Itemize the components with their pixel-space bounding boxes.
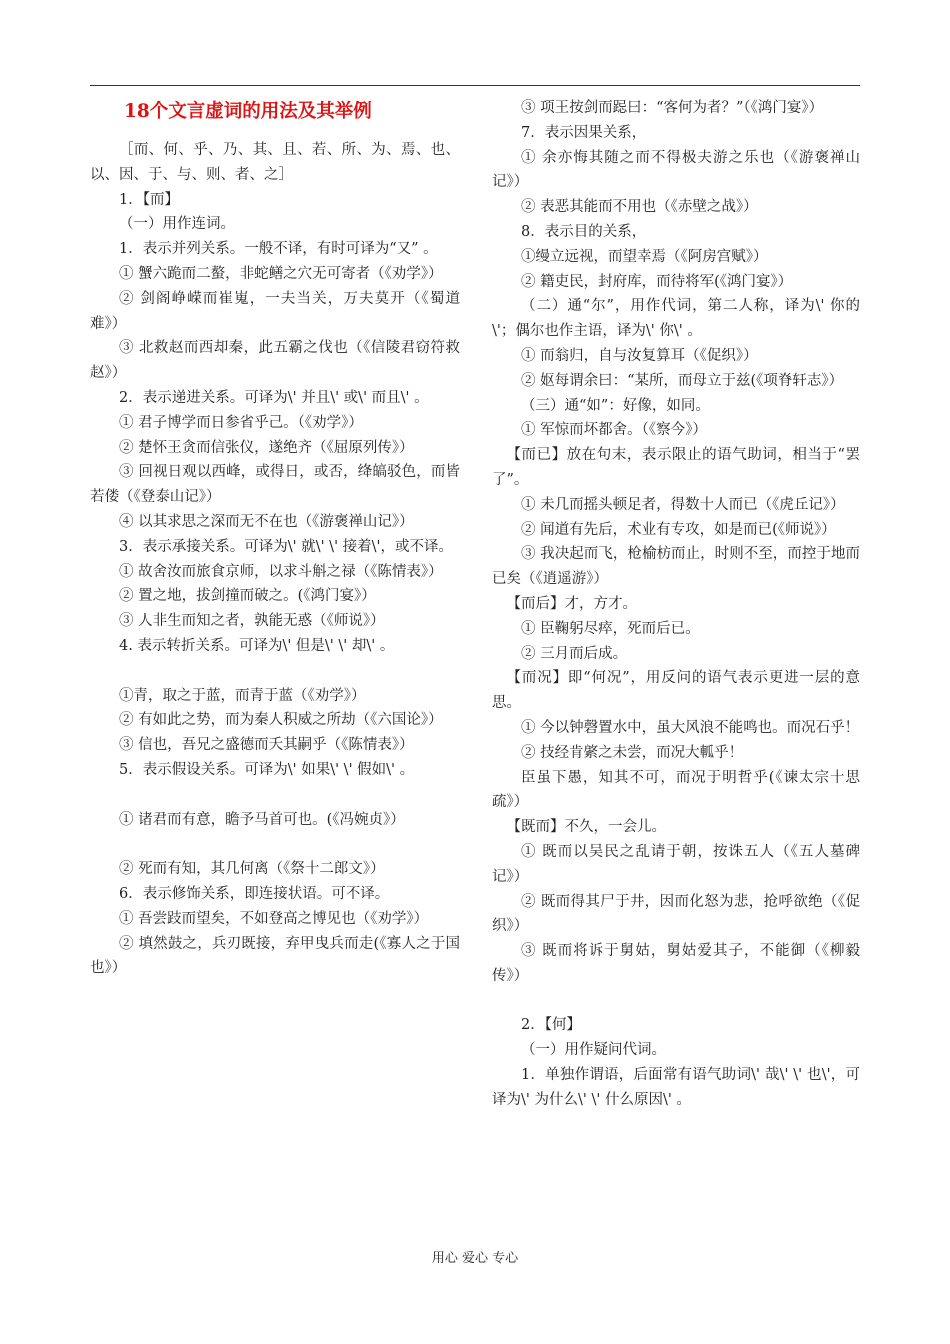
paragraph: ［而、何、乎、乃、其、且、若、所、为、焉、也、以、因、于、与、则、者、之］ xyxy=(90,142,460,183)
paragraph: 【既而】不久，一会儿。 xyxy=(506,819,666,836)
paragraph: ② 置之地，拔剑撞而破之。(《鸿门宴》） xyxy=(119,588,376,605)
paragraph: ③ 既而将诉于舅姑，舅姑爱其子，不能御（《柳毅传》） xyxy=(492,943,860,984)
paragraph: ① 今以钟磬置水中，虽大风浪不能鸣也。而况石乎！ xyxy=(521,719,860,736)
paragraph: ② 三月而后成。 xyxy=(521,645,628,662)
paragraph: ① 蟹六跪而二螯，非蛇鳝之穴无可寄者（《劝学》） xyxy=(119,265,443,282)
paragraph: 【而已】放在句末，表示限止的语气助词，相当于“罢了”。 xyxy=(492,447,860,488)
paragraph: ③ 项王按剑而跽曰：“客何为者？”（《鸿门宴》） xyxy=(521,100,824,116)
left-column xyxy=(90,96,460,981)
page-footer: 用心 爱心 专心 xyxy=(431,1251,519,1266)
paragraph: ①缦立远视，而望幸焉（《阿房宫赋》） xyxy=(521,248,768,265)
paragraph: 8．表示目的关系， xyxy=(521,223,647,240)
document-title: 18个文言虚词的用法及其举例 xyxy=(124,101,372,122)
paragraph: 4. 表示转折关系。可译为\' 但是\' \' 却\' 。 xyxy=(119,637,395,654)
section-heading: 2．【何】 xyxy=(521,1017,581,1034)
paragraph: ② 楚怀王贪而信张仪，遂绝齐（《屈原列传》） xyxy=(119,439,414,456)
paragraph: 1．表示并列关系。一般不译，有时可译为“又” 。 xyxy=(119,241,438,258)
paragraph: 1．单独作谓语，后面常有语气助词\' 哉\' \' 也\'，可译为\' 为什么\' \' 什么原因\' 。 xyxy=(492,1067,860,1108)
paragraph: ② 技经肯綮之未尝，而况大軱乎！ xyxy=(521,744,744,761)
top-rule xyxy=(90,85,860,86)
paragraph: ③ 人非生而知之者，孰能无惑（《师说》） xyxy=(119,613,385,630)
paragraph: 【而后】才，方才。 xyxy=(506,595,637,612)
paragraph: ③ 我决起而飞，枪榆枋而止，时则不至，而控于地而已矣（《逍遥游》） xyxy=(492,546,860,588)
paragraph: （一）用作连词。 xyxy=(119,216,235,233)
paragraph: ① 未几而摇头顿足者，得数十人而已（《虎丘记》） xyxy=(521,496,845,513)
paragraph: （三）通“如”：好像，如同。 xyxy=(521,397,710,414)
paragraph: 2．表示递进关系。可译为\' 并且\' 或\' 而且\' 。 xyxy=(119,389,429,406)
paragraph: ④ 以其求思之深而无不在也（《游褒禅山记》） xyxy=(119,513,414,530)
paragraph: ③ 信也，吾兄之盛德而夭其嗣乎（《陈情表》） xyxy=(119,737,414,754)
paragraph: ② 剑阁峥嵘而崔嵬，一夫当关，万夫莫开（《蜀道难》） xyxy=(90,290,460,332)
paragraph: ② 表恶其能而不用也（《赤壁之战》） xyxy=(521,199,758,216)
paragraph: 【而况】即“何况”，用反问的语气表示更进一层的意思。 xyxy=(492,670,860,712)
paragraph: ③ 北救赵而西却秦，此五霸之伐也（《信陵君窃符救赵》） xyxy=(90,340,460,382)
paragraph: ② 妪每谓余曰：“某所，而母立于兹(《项脊轩志》） xyxy=(521,372,844,389)
paragraph: ② 籍吏民，封府库，而待将军(《鸿门宴》） xyxy=(521,273,793,290)
paragraph: ① 君子博学而日参省乎己。（《劝学》） xyxy=(119,414,363,431)
paragraph: 1．【而】 xyxy=(119,191,179,208)
paragraph: ① 军惊而坏都舍。（《察今》） xyxy=(521,422,707,439)
paragraph: ② 闻道有先后，术业有专攻，如是而已(《师说》） xyxy=(521,521,836,538)
paragraph: 5．表示假设关系。可译为\' 如果\' \' 假如\' 。 xyxy=(119,761,415,778)
blank-line xyxy=(90,832,460,857)
blank-line xyxy=(90,783,460,808)
paragraph: ① 余亦悔其随之而不得极夫游之乐也（《游褒禅山记》） xyxy=(492,149,860,191)
right-column xyxy=(492,96,860,1113)
paragraph: ① 故舍汝而旅食京师，以求斗斛之禄（《陈情表》） xyxy=(119,563,443,580)
paragraph: 臣虽下愚，知其不可，而况于明哲乎(《谏太宗十思疏》） xyxy=(492,769,860,811)
paragraph: ① 吾尝跂而望矣，不如登高之博见也（《劝学》） xyxy=(119,910,429,927)
paragraph: 7．表示因果关系， xyxy=(521,124,647,141)
paragraph: ① 既而以吴民之乱请于朝，按诛五人（《五人墓碑记》） xyxy=(492,843,860,885)
paragraph: ② 填然鼓之，兵刃既接，弃甲曳兵而走(《寡人之于国也》） xyxy=(90,935,460,977)
paragraph: ① 而翁归，自与汝复算耳（《促织》） xyxy=(521,347,758,364)
blank-line xyxy=(90,659,460,684)
blank-line xyxy=(492,989,860,1014)
paragraph: ① 诸君而有意，瞻予马首可也。(《冯婉贞》） xyxy=(119,811,405,828)
paragraph: ③ 回视日观以西峰，或得日，或否，绛皜驳色，而皆若偻（《登泰山记》） xyxy=(90,464,460,506)
paragraph: （二）通“尔”，用作代词，第二人称，译为\' 你的\'；偶尔也作主语，译为\' 你\' 。 xyxy=(492,298,860,340)
paragraph: ② 既而得其尸于井，因而化怒为悲，抢呼欲绝（《促织》） xyxy=(492,893,860,935)
paragraph: 3．表示承接关系。可译为\' 就\' \' 接着\'，或不译。 xyxy=(119,538,454,555)
paragraph: ② 有如此之势，而为秦人积威之所劫（《六国论》） xyxy=(119,712,443,729)
paragraph: （一）用作疑问代词。 xyxy=(521,1042,666,1059)
paragraph: ①青，取之于蓝，而青于蓝（《劝学》） xyxy=(119,687,366,704)
paragraph: 6．表示修饰关系，即连接状语。可不译。 xyxy=(119,885,390,902)
paragraph: ① 臣鞠躬尽瘁，死而后已。 xyxy=(521,620,700,637)
paragraph: ② 死而有知，其几何离（《祭十二郎文》） xyxy=(119,861,385,878)
